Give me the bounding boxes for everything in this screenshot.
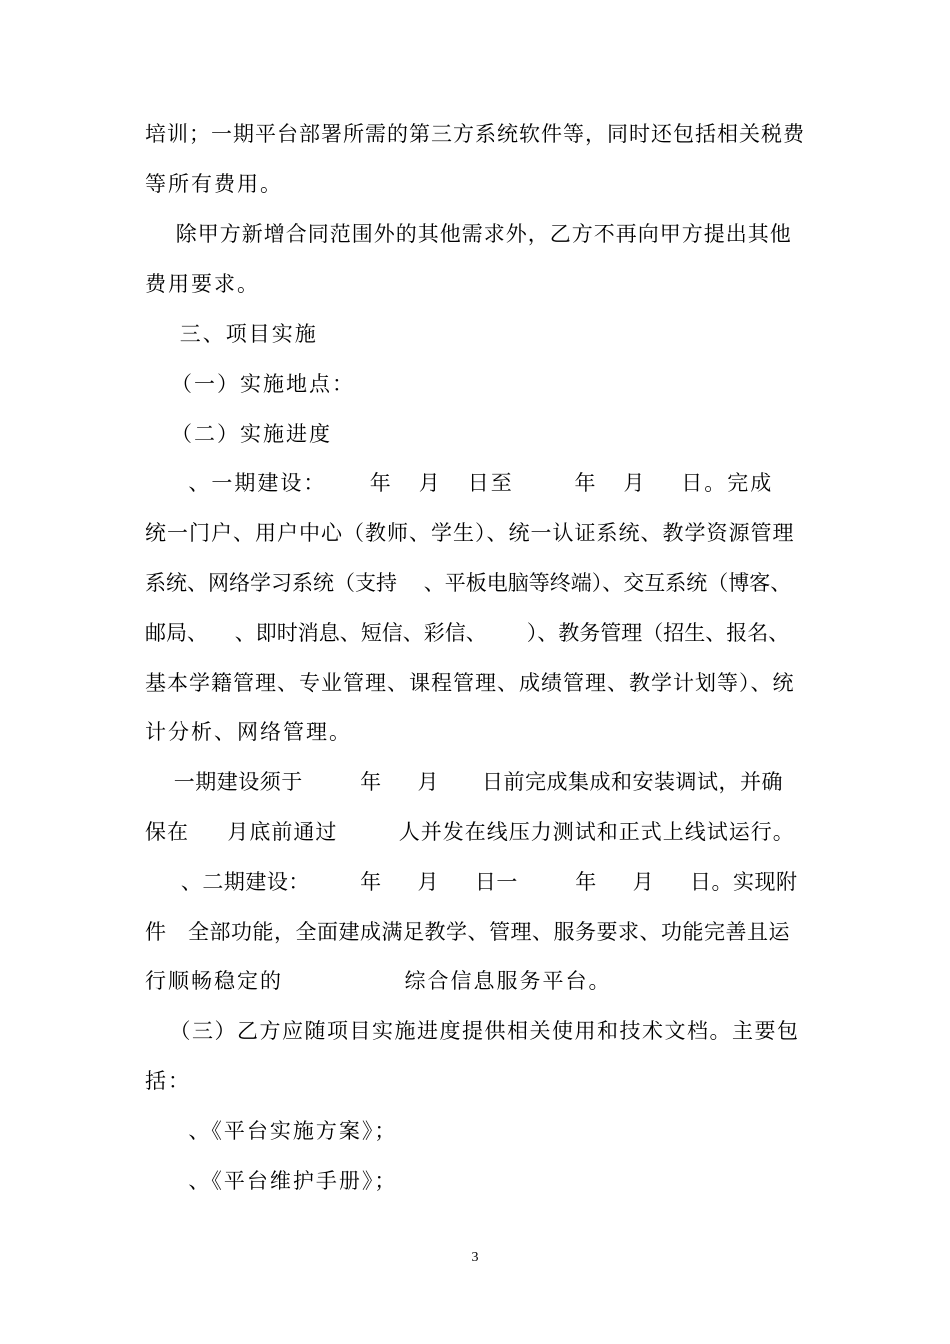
- text-line: 费用要求。: [145, 272, 260, 296]
- text-line: 行顺畅稳定的 综合信息服务平台。: [145, 969, 612, 993]
- subsection-heading: （二）实施进度: [145, 422, 333, 446]
- subsection-heading: （三）乙方应随项目实施进度提供相关使用和技术文档。主要包: [145, 1019, 800, 1043]
- text-line: 邮局、 、即时消息、短信、彩信、 ）、教务管理（招生、报名、: [145, 621, 790, 645]
- text-line: 一期建设须于 年 月 日前完成集成和安装调试，并确: [145, 770, 784, 794]
- list-item: 、《平台实施方案》；: [145, 1119, 398, 1143]
- page-number: 3: [471, 1250, 479, 1265]
- text-line: 等所有费用。: [145, 172, 283, 196]
- subsection-heading: （一）实施地点：: [145, 372, 356, 396]
- text-line: 基本学籍管理、专业管理、课程管理、成绩管理、教学计划等）、统: [145, 671, 795, 695]
- text-line: 、二期建设： 年 月 日一 年 月 日。实现附: [145, 870, 798, 894]
- text-line: 括：: [145, 1069, 191, 1093]
- text-line: 培训；一期平台部署所需的第三方系统软件等，同时还包括相关税费: [145, 122, 805, 146]
- text-line: 保在 月底前通过 人并发在线压力测试和正式上线试运行。: [145, 820, 795, 844]
- text-line: 除甲方新增合同范围外的其他需求外，乙方不再向甲方提出其他: [145, 222, 792, 246]
- text-line: 、一期建设： 年 月 日至 年 月 日。完成: [145, 471, 774, 495]
- text-line: 统一门户、用户中心（教师、学生）、统一认证系统、教学资源管理: [145, 521, 795, 545]
- section-heading: 三、项目实施: [145, 322, 318, 346]
- text-line: 件 全部功能，全面建成满足教学、管理、服务要求、功能完善且运: [145, 920, 791, 944]
- text-line: 系统、网络学习系统（支持 、平板电脑等终端）、交互系统（博客、: [145, 571, 792, 595]
- text-line: 计分析、网络管理。: [145, 720, 352, 744]
- list-item: 、《平台维护手册》；: [145, 1169, 398, 1193]
